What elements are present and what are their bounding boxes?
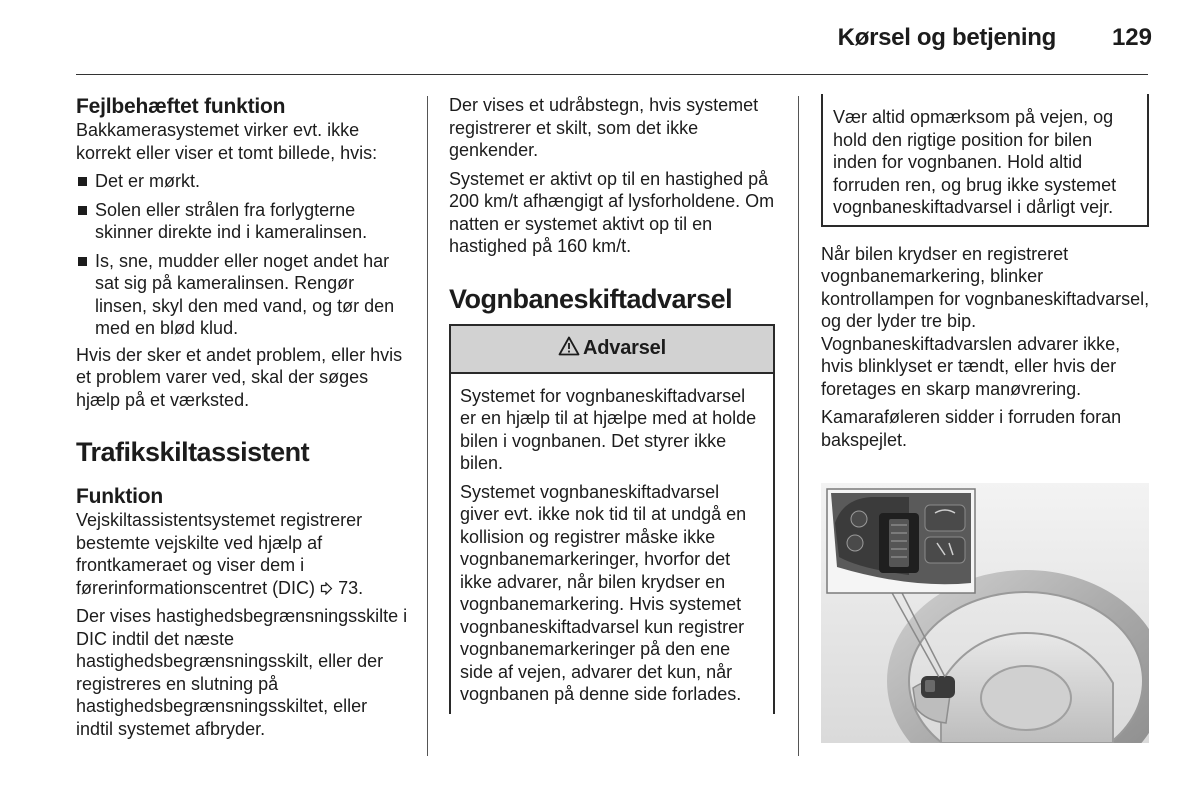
bullet-icon <box>78 257 87 266</box>
header-rule <box>76 74 1148 75</box>
fault-after: Hvis der sker et andet problem, eller hvis et problem varer ved, skal der søges hjælp på et værksted. <box>76 344 403 410</box>
warning-header <box>449 324 775 374</box>
function-text: Vejskiltassistentsystemet registrerer bestemte vejskilte ved hjælp af frontkameraet og viser dem i førerinformationscentret (DIC) <box>76 510 363 598</box>
page-number: 129 <box>1111 24 1152 51</box>
warning-body <box>449 374 775 714</box>
warning-paragraph-1: Systemet for vognbaneskiftadvarsel er en hjælp til at hjælpe med at holde bilen i vognbanen. Det styrer ikke bilen. <box>460 385 757 473</box>
function-paragraph-2: Der vises hastighedsbegrænsningsskilte i DIC indtil det næste hastighedsbegrænsningsskilt, eller der registreres en slutning på hastighedsbegrænsningsskiltet, eller indtil systemet afbryder. <box>76 606 408 739</box>
column-divider-1 <box>427 96 428 756</box>
section-title-lane-departure: Vognbaneskiftadvarsel <box>449 283 733 314</box>
fault-list <box>76 170 408 340</box>
arrow-reference-icon <box>320 578 333 598</box>
warning-box <box>449 324 775 714</box>
column-3 <box>821 94 1151 451</box>
list-item-text: Is, sne, mudder eller noget andet har sat sig på kameralinsen. Rengør linsen, skyl den med vand, og tør den med en blød klud. <box>95 250 395 338</box>
warning-paragraph-2: Systemet vognbaneskiftadvarsel giver evt. ikke nok tid til at undgå en kollision og registrer måske ikke vognbanemarkeringer, hvorfor det ikke advarer, når bilen krydser en vognbanemarkering. Hvis systemet vognbaneskiftadvarsel kun registrer vognbanemarkeringer på den ene side af vejen, advarer det kun, når vognbanen på denne side forlades. <box>460 481 747 704</box>
function-paragraph-1 <box>76 509 408 599</box>
fault-heading: Fejlbehæftet funktion <box>76 95 286 118</box>
function-heading: Funktion <box>76 485 164 508</box>
header-title: Kørsel og betjening <box>837 24 1056 51</box>
note-box <box>821 94 1149 227</box>
list-item <box>76 250 408 340</box>
section-title-traffic-sign: Trafikskiltassistent <box>76 437 310 467</box>
fault-intro: Bakkamerasystemet virker evt. ikke korrekt eller viser et tomt billede, hvis: <box>76 120 378 163</box>
list-item-text: Solen eller strålen fra forlygterne skinner direkte ind i kameralinsen. <box>95 199 368 242</box>
paragraph-exclamation: Der vises et udråbstegn, hvis systemet registrerer et skilt, som det ikke genkender. <box>449 95 759 160</box>
steering-wheel-illustration <box>821 483 1149 743</box>
bullet-icon <box>78 206 87 215</box>
column-divider-2 <box>798 96 799 756</box>
paragraph-camera-location: Kamaraføleren sidder i forruden foran bakspejlet. <box>821 407 1122 450</box>
list-item-text: Det er mørkt. <box>95 171 201 191</box>
warning-label: Advarsel <box>583 337 666 360</box>
paragraph-speed: Systemet er aktivt op til en hastighed på 200 km/t afhængigt af lysforholdene. Om natten er systemet aktivt op til en hastighed på 160 km/t. <box>449 168 775 256</box>
list-item <box>76 199 408 244</box>
bullet-icon <box>78 177 87 186</box>
column-2 <box>449 94 779 714</box>
column-1 <box>76 94 408 740</box>
list-item <box>76 170 408 193</box>
paragraph-lane-crossing: Når bilen krydser en registreret vognbanemarkering, blinker kontrollampen for vognbaneskiftadvarsel, og der lyder tre bip. Vognbaneskiftadvarslen advarer ikke, hvis blinklyset er tændt, eller hvis der foretages en skarp manøvrering. <box>821 243 1150 399</box>
note-text: Vær altid opmærksom på vejen, og hold den rigtige position for bilen inden for vognbanen. Hold altid forruden ren, og brug ikke systemet vognbaneskiftadvarsel i dårligt vejr. <box>833 107 1117 217</box>
steering-wheel-controls-image <box>821 483 1149 743</box>
page-reference: 73. <box>338 577 364 598</box>
warning-triangle-icon <box>558 336 580 362</box>
